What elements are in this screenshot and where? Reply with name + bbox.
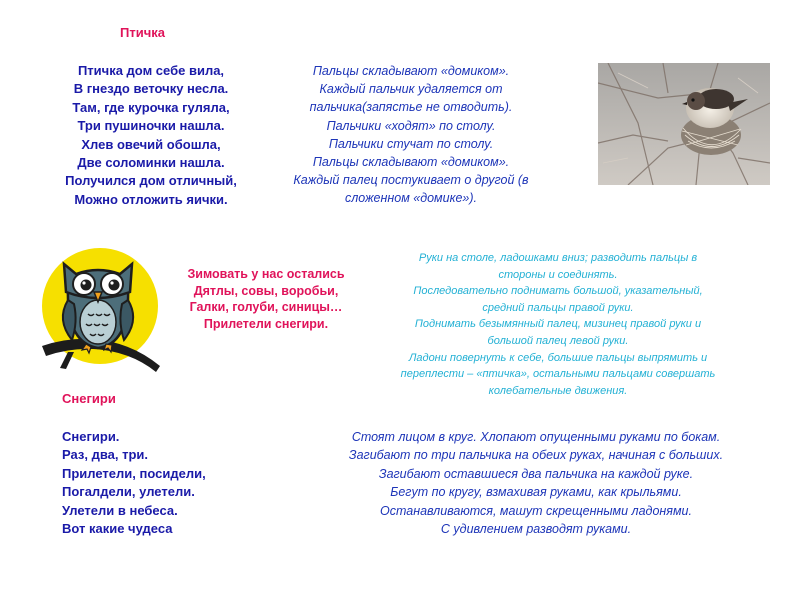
poem-zimovat (166, 266, 366, 333)
instruction-line: переплести – «птичка», остальными пальцами совершать (400, 368, 716, 381)
instruction-line: Пальцы складывают «домиком». (312, 64, 510, 78)
bird-nest-illustration (598, 63, 770, 185)
owl-illustration (38, 248, 162, 376)
instructions-zimovat (368, 250, 748, 399)
instruction-line: Пальцы складывают «домиком». (312, 155, 510, 170)
instruction-line: Поднимать безымянный палец, мизинец правой руки и (414, 318, 702, 331)
poem-line: Прилетели снегири. (203, 317, 329, 332)
bird-nest-photo (598, 63, 770, 185)
instruction-line: стороны и соединять. (498, 268, 618, 281)
instruction-line: Загибают оставшиеся два пальчика на каждой руке. (378, 466, 694, 481)
poem-snegiri (62, 428, 206, 538)
title-snegiri: Снегири (62, 391, 116, 406)
poem-line: Прилетели, посидели, (62, 465, 206, 481)
title-ptichka: Птичка (120, 25, 165, 40)
instruction-line: Останавливаются, машут скрещенными ладонями. (380, 503, 692, 518)
poem-ptichka (44, 62, 258, 209)
poem-line: Галки, голуби, синицы… (189, 300, 343, 315)
instruction-line: пальчика(запястье не отводить). (309, 100, 513, 115)
poem-line: Зимовать у нас остались (187, 267, 345, 281)
poem-line: Можно отложить яички. (74, 191, 228, 207)
instruction-line: большой палец левой руки. (487, 334, 629, 347)
poem-line: Получился дом отличный, (65, 173, 237, 189)
instructions-snegiri (296, 428, 776, 538)
instruction-line: средний пальцы правой руки. (482, 301, 634, 314)
poem-line: Три пушиночки нашла. (77, 118, 225, 134)
instruction-line: Руки на столе, ладошками вниз; разводить пальцы в (418, 252, 698, 264)
instruction-line: Стоят лицом в круг. Хлопают опущенными руками по бокам. (351, 430, 721, 444)
poem-line: Там, где курочка гуляла, (72, 99, 230, 115)
instructions-ptichka (262, 62, 560, 208)
instruction-line: Последовательно поднимать большой, указательный, (413, 285, 703, 298)
poem-line: Хлев овечий обошла, (81, 136, 221, 152)
poem-line: Улетели в небеса. (62, 502, 178, 518)
instruction-line: Бегут по кругу, взмахивая руками, как крыльями. (390, 485, 682, 500)
instruction-line: сложенном «домике»). (344, 191, 478, 206)
poem-line: Дятлы, совы, воробьи, (193, 283, 339, 298)
instruction-line: Загибают по три пальчика на обеих руках, начиная с больших. (348, 448, 724, 463)
poem-line: В гнездо веточку несла. (73, 81, 229, 97)
poem-line: Две соломинки нашла. (77, 155, 225, 171)
instruction-line: Пальчики «ходят» по столу. (326, 118, 496, 133)
poem-line: Вот какие чудеса (62, 521, 173, 537)
instruction-line: колебательные движения. (488, 384, 628, 397)
instruction-line: С удивлением разводят руками. (440, 522, 632, 537)
poem-line: Птичка дом себе вила, (77, 63, 225, 78)
instruction-line: Каждый палец постукивает о другой (в (293, 173, 529, 188)
instruction-line: Пальчики стучат по столу. (328, 136, 494, 151)
poem-line: Раз, два, три. (62, 447, 149, 463)
instruction-line: Каждый пальчик удаляется от (319, 82, 503, 97)
instruction-line: Ладони повернуть к себе, большие пальцы выпрямить и (408, 351, 708, 364)
owl-icon (38, 248, 162, 376)
poem-line: Снегири. (62, 429, 120, 444)
poem-line: Погалдели, улетели. (62, 484, 195, 500)
